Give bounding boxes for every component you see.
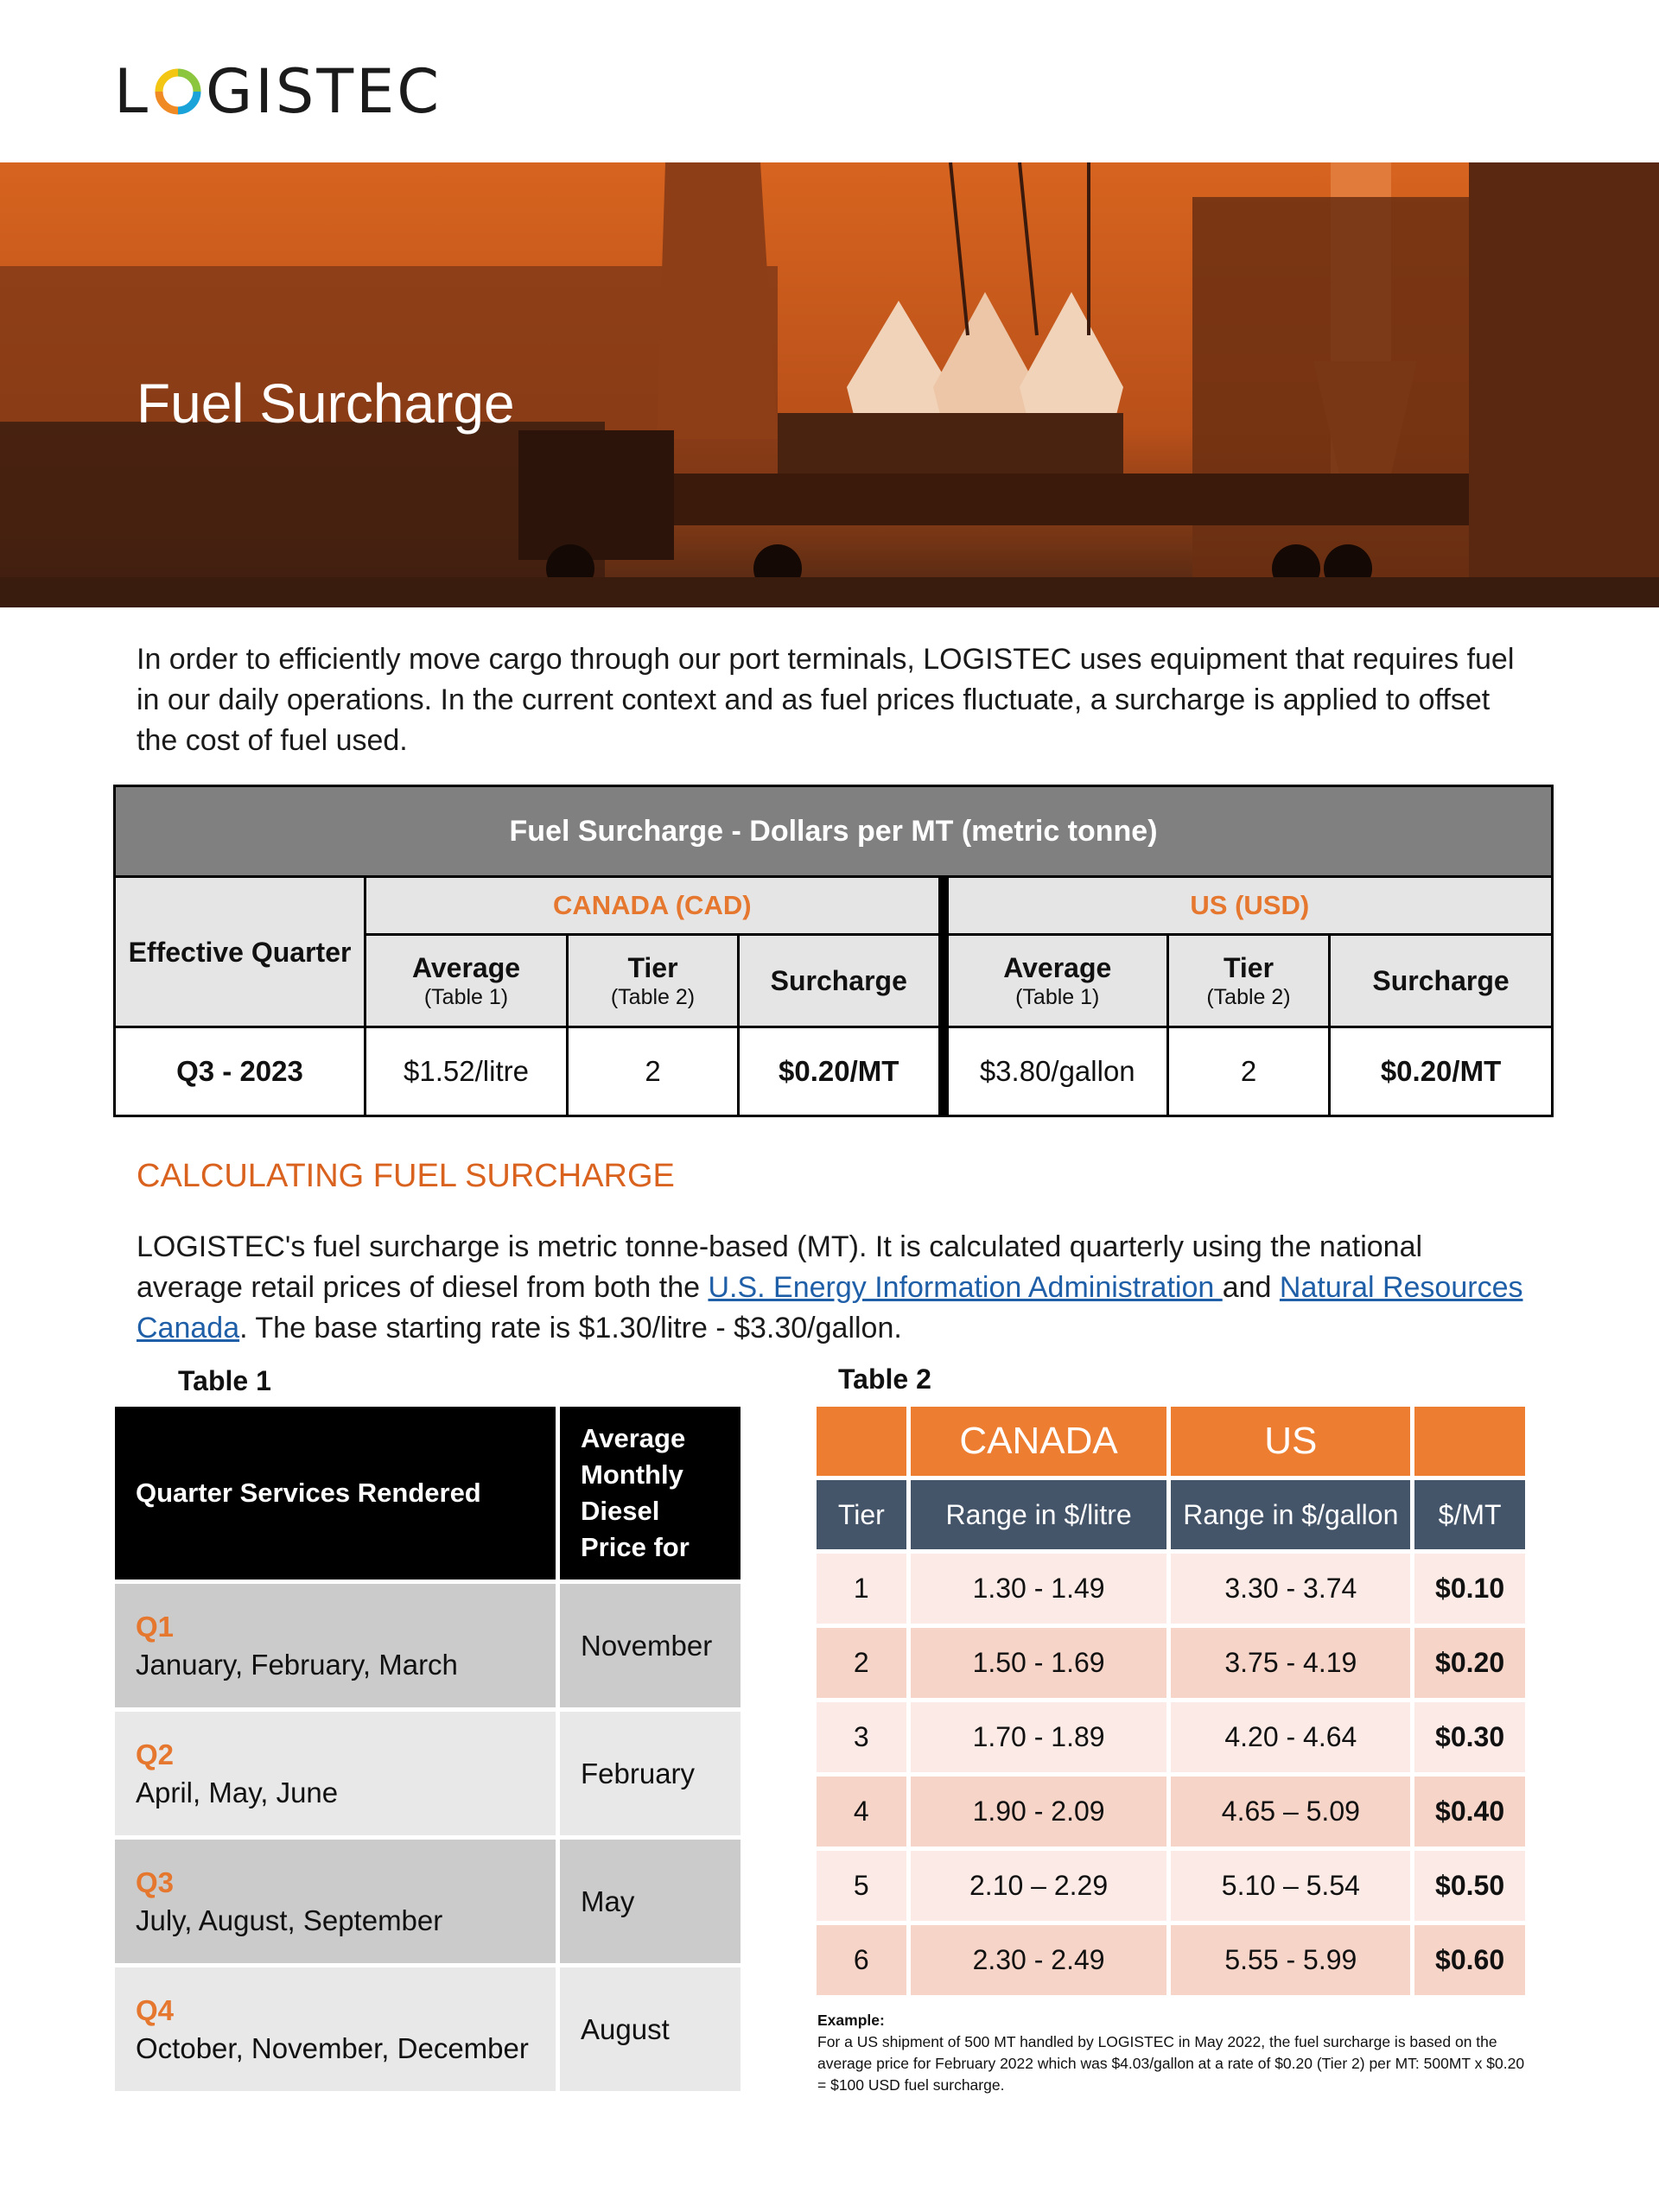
logo-text-l: L bbox=[114, 56, 150, 127]
us-header: US bbox=[1171, 1407, 1414, 1480]
logo-text-rest: GISTEC bbox=[206, 56, 442, 127]
blank-header bbox=[1414, 1407, 1525, 1480]
table-row bbox=[817, 1851, 1525, 1925]
us-average-ref: (Table 1) bbox=[1015, 985, 1100, 1009]
eia-link[interactable]: U.S. Energy Information Administration bbox=[708, 1271, 1223, 1304]
quarter-months: January, February, March bbox=[136, 1648, 458, 1681]
ca-average-header bbox=[365, 935, 568, 1027]
tier-cell: 1 bbox=[817, 1554, 911, 1628]
table-row bbox=[817, 1554, 1525, 1628]
us-tier-header bbox=[1168, 935, 1330, 1027]
example-text: For a US shipment of 500 MT handled by LOGISTEC in May 2022, the fuel surcharge is based on the average price for February 2022 which was $4.03/gallon at a rate of $0.20 (Tier 2) per MT: 500MT x $0.20 = $100 USD fuel surcharge. bbox=[817, 2033, 1525, 2094]
litre-cell: 1.50 - 1.69 bbox=[911, 1628, 1172, 1702]
mt-header: $/MT bbox=[1414, 1480, 1525, 1554]
ca-tier-ref: (Table 2) bbox=[610, 985, 696, 1009]
effective-quarter-header: Effective Quarter bbox=[115, 877, 365, 1027]
tier-cell: 4 bbox=[817, 1777, 911, 1851]
us-surcharge-cell: $0.20/MT bbox=[1330, 1027, 1553, 1116]
calculation-paragraph bbox=[137, 1227, 1536, 1349]
mt-cell: $0.40 bbox=[1414, 1777, 1525, 1851]
price-month-header: Average Monthly Diesel Price for bbox=[556, 1407, 741, 1584]
tier-cell: 5 bbox=[817, 1851, 911, 1925]
mt-cell: $0.50 bbox=[1414, 1851, 1525, 1925]
us-average-label: Average bbox=[1003, 952, 1112, 983]
tier-cell: 3 bbox=[817, 1702, 911, 1777]
mt-cell: $0.20 bbox=[1414, 1628, 1525, 1702]
calc-text-3: . The base starting rate is $1.30/litre - $3.30/gallon. bbox=[239, 1312, 902, 1344]
fuel-surcharge-table bbox=[113, 785, 1551, 1117]
ca-surcharge-cell: $0.20/MT bbox=[739, 1027, 944, 1116]
quarter-months: April, May, June bbox=[136, 1776, 339, 1808]
price-month-cell: May bbox=[556, 1840, 741, 1967]
us-header: US (USD) bbox=[944, 877, 1553, 935]
section-heading: CALCULATING FUEL SURCHARGE bbox=[137, 1158, 675, 1194]
us-surcharge-header: Surcharge bbox=[1330, 935, 1553, 1027]
litre-cell: 1.70 - 1.89 bbox=[911, 1702, 1172, 1777]
quarter-number: Q2 bbox=[136, 1738, 175, 1770]
table-row bbox=[817, 1925, 1525, 1999]
gallon-cell: 4.20 - 4.64 bbox=[1171, 1702, 1414, 1777]
quarter-number: Q4 bbox=[136, 1993, 175, 2026]
table-row bbox=[817, 1777, 1525, 1851]
litre-cell: 2.10 – 2.29 bbox=[911, 1851, 1172, 1925]
table1-label: Table 1 bbox=[178, 1365, 271, 1396]
calc-text-2: and bbox=[1222, 1271, 1280, 1304]
logo-ring-icon bbox=[154, 67, 202, 116]
tier-cell: 6 bbox=[817, 1925, 911, 1999]
litre-cell: 1.90 - 2.09 bbox=[911, 1777, 1172, 1851]
table-row bbox=[115, 1967, 741, 2095]
tier-cell: 2 bbox=[817, 1628, 911, 1702]
quarter-table bbox=[115, 1407, 741, 2095]
quarter-months: July, August, September bbox=[136, 1904, 443, 1936]
gallon-cell: 3.30 - 3.74 bbox=[1171, 1554, 1414, 1628]
table-row bbox=[115, 1712, 741, 1840]
example-title: Example: bbox=[817, 2012, 885, 2029]
nrcan-link[interactable]: Natural Resources Canada bbox=[137, 1271, 1523, 1344]
logistec-logo bbox=[114, 57, 442, 126]
litre-range-header: Range in $/litre bbox=[911, 1480, 1172, 1554]
ca-tier-cell: 2 bbox=[568, 1027, 739, 1116]
quarter-months: October, November, December bbox=[136, 2031, 529, 2064]
table-caption: Fuel Surcharge - Dollars per MT (metric tonne) bbox=[115, 786, 1553, 877]
mt-cell: $0.10 bbox=[1414, 1554, 1525, 1628]
ca-tier-header bbox=[568, 935, 739, 1027]
gallon-range-header: Range in $/gallon bbox=[1171, 1480, 1414, 1554]
price-month-cell: August bbox=[556, 1967, 741, 2095]
quarter-cell bbox=[115, 1967, 556, 2095]
price-month-cell: November bbox=[556, 1584, 741, 1712]
ca-surcharge-header: Surcharge bbox=[739, 935, 944, 1027]
table2-label: Table 2 bbox=[838, 1363, 931, 1395]
mt-cell: $0.30 bbox=[1414, 1702, 1525, 1777]
quarter-number: Q3 bbox=[136, 1866, 175, 1898]
blank-header bbox=[817, 1407, 911, 1480]
canada-header: CANADA (CAD) bbox=[365, 877, 944, 935]
table-row bbox=[817, 1628, 1525, 1702]
us-average-header bbox=[944, 935, 1168, 1027]
gallon-cell: 3.75 - 4.19 bbox=[1171, 1628, 1414, 1702]
litre-cell: 1.30 - 1.49 bbox=[911, 1554, 1172, 1628]
litre-cell: 2.30 - 2.49 bbox=[911, 1925, 1172, 1999]
ca-average-cell: $1.52/litre bbox=[365, 1027, 568, 1116]
quarter-cell bbox=[115, 1584, 556, 1712]
tier-header: Tier bbox=[817, 1480, 911, 1554]
gallon-cell: 4.65 – 5.09 bbox=[1171, 1777, 1414, 1851]
table-row bbox=[817, 1702, 1525, 1777]
intro-paragraph: In order to efficiently move cargo through our port terminals, LOGISTEC uses equipment that requires fuel in our daily operations. In the current context and as fuel prices fluctuate, a surcharge is applied to offset the cost of fuel used. bbox=[137, 643, 1515, 757]
quarter-cell bbox=[115, 1712, 556, 1840]
quarter-number: Q1 bbox=[136, 1610, 175, 1643]
quarter-cell bbox=[115, 1840, 556, 1967]
us-average-cell: $3.80/gallon bbox=[944, 1027, 1168, 1116]
us-tier-label: Tier bbox=[1223, 952, 1274, 983]
us-tier-cell: 2 bbox=[1168, 1027, 1330, 1116]
gallon-cell: 5.55 - 5.99 bbox=[1171, 1925, 1414, 1999]
page-title: Fuel Surcharge bbox=[137, 372, 515, 435]
canada-header: CANADA bbox=[911, 1407, 1172, 1480]
tier-table bbox=[817, 1407, 1525, 1999]
calc-text-1: LOGISTEC's fuel surcharge is metric tonne-based (MT). It is calculated quarterly using the national average retail prices of diesel from both the bbox=[137, 1230, 1423, 1304]
table-row bbox=[115, 1584, 741, 1712]
price-month-cell: February bbox=[556, 1712, 741, 1840]
mt-cell: $0.60 bbox=[1414, 1925, 1525, 1999]
us-tier-ref: (Table 2) bbox=[1206, 985, 1291, 1009]
ca-average-label: Average bbox=[411, 952, 521, 983]
example-note bbox=[817, 2010, 1535, 2096]
gallon-cell: 5.10 – 5.54 bbox=[1171, 1851, 1414, 1925]
ca-tier-label: Tier bbox=[627, 952, 678, 983]
ca-average-ref: (Table 1) bbox=[423, 985, 509, 1009]
quarter-header: Quarter Services Rendered bbox=[115, 1407, 556, 1584]
table-row bbox=[115, 1840, 741, 1967]
quarter-cell: Q3 - 2023 bbox=[115, 1027, 365, 1116]
